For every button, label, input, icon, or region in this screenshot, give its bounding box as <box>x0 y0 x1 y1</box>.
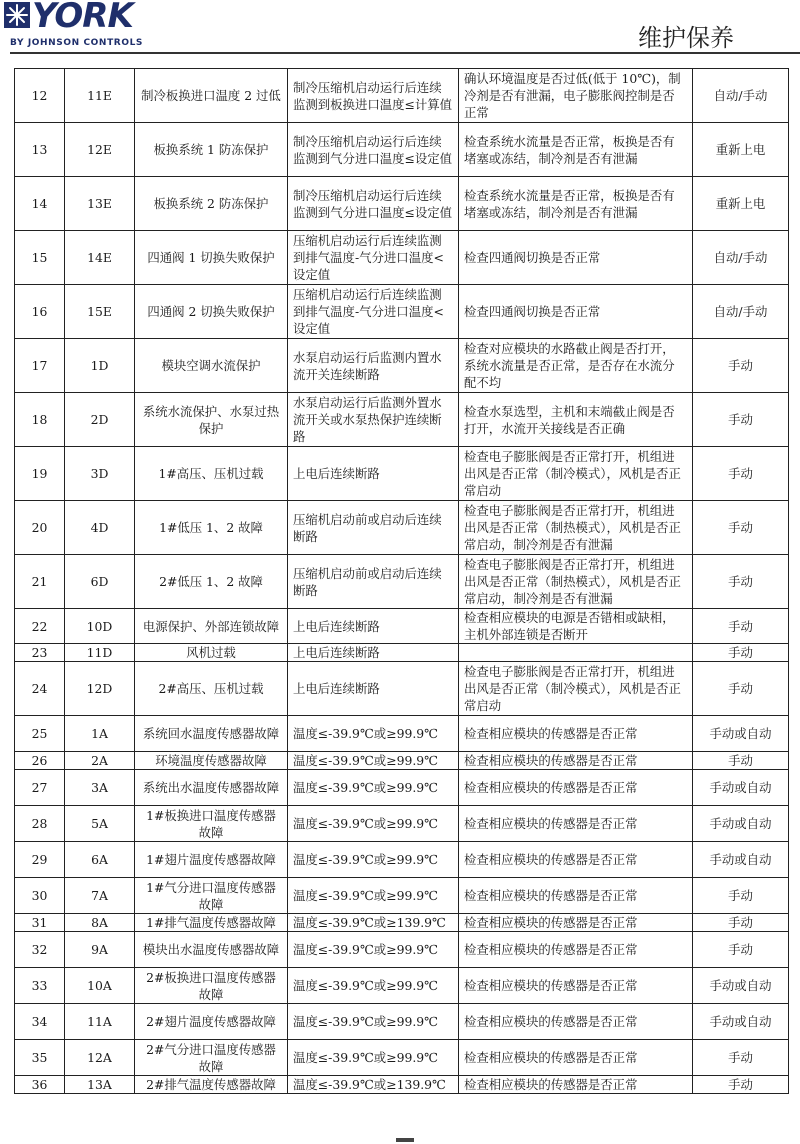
trigger-condition: 上电后连续断路 <box>288 447 459 501</box>
fault-name: 制冷板换进口温度 2 过低 <box>135 69 288 123</box>
table-row <box>15 914 789 932</box>
brand-subtitle: BY JOHNSON CONTROLS <box>10 38 144 48</box>
trigger-condition: 温度≤-39.9℃或≥99.9℃ <box>288 806 459 842</box>
fault-code: 8A <box>65 914 135 932</box>
table-row <box>15 662 789 716</box>
fault-code: 10A <box>65 968 135 1004</box>
fault-code-table <box>14 68 789 1094</box>
row-number: 32 <box>15 932 65 968</box>
fault-code: 2D <box>65 393 135 447</box>
reset-action: 手动或自动 <box>693 716 789 752</box>
header-divider <box>10 52 800 54</box>
row-number: 35 <box>15 1040 65 1076</box>
check-method: 检查相应模块的传感器是否正常 <box>459 806 693 842</box>
fault-name: 系统水流保护、水泵过热保护 <box>135 393 288 447</box>
trigger-condition: 温度≤-39.9℃或≥99.9℃ <box>288 770 459 806</box>
fault-code: 5A <box>65 806 135 842</box>
row-number: 12 <box>15 69 65 123</box>
fault-name: 板换系统 2 防冻保护 <box>135 177 288 231</box>
york-logo <box>4 2 204 48</box>
row-number: 34 <box>15 1004 65 1040</box>
table-row <box>15 555 789 609</box>
table-row <box>15 770 789 806</box>
fault-code: 11D <box>65 644 135 662</box>
fault-code: 15E <box>65 285 135 339</box>
table-row <box>15 806 789 842</box>
fault-name: 2#低压 1、2 故障 <box>135 555 288 609</box>
reset-action: 自动/手动 <box>693 231 789 285</box>
trigger-condition: 水泵启动运行后监测内置水流开关连续断路 <box>288 339 459 393</box>
check-method: 检查系统水流量是否正常，板换是否有堵塞或冻结，制冷剂是否有泄漏 <box>459 123 693 177</box>
reset-action: 手动 <box>693 393 789 447</box>
fault-code: 4D <box>65 501 135 555</box>
trigger-condition: 温度≤-39.9℃或≥139.9℃ <box>288 1076 459 1094</box>
row-number: 20 <box>15 501 65 555</box>
table-row <box>15 447 789 501</box>
row-number: 14 <box>15 177 65 231</box>
table-row <box>15 339 789 393</box>
table-row <box>15 752 789 770</box>
fault-code: 13E <box>65 177 135 231</box>
trigger-condition: 温度≤-39.9℃或≥139.9℃ <box>288 914 459 932</box>
table-row <box>15 69 789 123</box>
fault-name: 2#排气温度传感器故障 <box>135 1076 288 1094</box>
trigger-condition: 温度≤-39.9℃或≥99.9℃ <box>288 716 459 752</box>
reset-action: 手动 <box>693 878 789 914</box>
page-number-fragment <box>396 1138 414 1142</box>
fault-name: 电源保护、外部连锁故障 <box>135 609 288 644</box>
reset-action: 手动 <box>693 447 789 501</box>
row-number: 23 <box>15 644 65 662</box>
table-row <box>15 1076 789 1094</box>
trigger-condition: 温度≤-39.9℃或≥99.9℃ <box>288 1040 459 1076</box>
table-row <box>15 231 789 285</box>
fault-name: 1#翅片温度传感器故障 <box>135 842 288 878</box>
reset-action: 手动 <box>693 501 789 555</box>
row-number: 18 <box>15 393 65 447</box>
check-method: 检查相应模块的传感器是否正常 <box>459 932 693 968</box>
fault-code: 1A <box>65 716 135 752</box>
reset-action: 手动 <box>693 555 789 609</box>
check-method: 检查相应模块的电源是否错相或缺相，主机外部连锁是否断开 <box>459 609 693 644</box>
reset-action: 手动 <box>693 1076 789 1094</box>
fault-name: 1#板换进口温度传感器故障 <box>135 806 288 842</box>
check-method: 检查相应模块的传感器是否正常 <box>459 752 693 770</box>
trigger-condition: 制冷压缩机启动运行后连续监测到气分进口温度≤设定值 <box>288 123 459 177</box>
fault-name: 四通阀 2 切换失败保护 <box>135 285 288 339</box>
table-row <box>15 393 789 447</box>
trigger-condition: 温度≤-39.9℃或≥99.9℃ <box>288 752 459 770</box>
check-method: 确认环境温度是否过低(低于 10℃)，制冷剂是否有泄漏，电子膨胀阀控制是否正常 <box>459 69 693 123</box>
fault-name: 1#高压、压机过载 <box>135 447 288 501</box>
fault-code: 7A <box>65 878 135 914</box>
trigger-condition: 上电后连续断路 <box>288 609 459 644</box>
row-number: 29 <box>15 842 65 878</box>
table-row <box>15 842 789 878</box>
table-row <box>15 177 789 231</box>
fault-name: 2#气分进口温度传感器故障 <box>135 1040 288 1076</box>
trigger-condition: 压缩机启动运行后连续监测到排气温度-气分进口温度<设定值 <box>288 231 459 285</box>
check-method: 检查相应模块的传感器是否正常 <box>459 914 693 932</box>
fault-name: 1#低压 1、2 故障 <box>135 501 288 555</box>
fault-name: 2#高压、压机过载 <box>135 662 288 716</box>
fault-code: 11E <box>65 69 135 123</box>
check-method: 检查水泵选型，主机和末端截止阀是否打开，水流开关接线是否正确 <box>459 393 693 447</box>
table-row <box>15 644 789 662</box>
trigger-condition: 温度≤-39.9℃或≥99.9℃ <box>288 878 459 914</box>
fault-name: 环境温度传感器故障 <box>135 752 288 770</box>
check-method: 检查四通阀切换是否正常 <box>459 285 693 339</box>
reset-action: 手动或自动 <box>693 1004 789 1040</box>
trigger-condition: 制冷压缩机启动运行后连续监测到板换进口温度≤计算值 <box>288 69 459 123</box>
reset-action: 手动 <box>693 662 789 716</box>
check-method <box>459 644 693 662</box>
row-number: 22 <box>15 609 65 644</box>
table-row <box>15 123 789 177</box>
reset-action: 手动 <box>693 914 789 932</box>
reset-action: 手动 <box>693 644 789 662</box>
fault-name: 1#排气温度传感器故障 <box>135 914 288 932</box>
table-row <box>15 968 789 1004</box>
reset-action: 手动或自动 <box>693 842 789 878</box>
fault-name: 2#板换进口温度传感器故障 <box>135 968 288 1004</box>
table-row <box>15 501 789 555</box>
row-number: 25 <box>15 716 65 752</box>
trigger-condition: 温度≤-39.9℃或≥99.9℃ <box>288 842 459 878</box>
fault-code: 6A <box>65 842 135 878</box>
check-method: 检查相应模块的传感器是否正常 <box>459 968 693 1004</box>
row-number: 15 <box>15 231 65 285</box>
reset-action: 手动 <box>693 339 789 393</box>
fault-code: 14E <box>65 231 135 285</box>
check-method: 检查相应模块的传感器是否正常 <box>459 1040 693 1076</box>
trigger-condition: 上电后连续断路 <box>288 662 459 716</box>
reset-action: 手动或自动 <box>693 968 789 1004</box>
trigger-condition: 温度≤-39.9℃或≥99.9℃ <box>288 932 459 968</box>
check-method: 检查相应模块的传感器是否正常 <box>459 842 693 878</box>
reset-action: 手动或自动 <box>693 770 789 806</box>
row-number: 21 <box>15 555 65 609</box>
reset-action: 重新上电 <box>693 177 789 231</box>
row-number: 16 <box>15 285 65 339</box>
trigger-condition: 制冷压缩机启动运行后连续监测到气分进口温度≤设定值 <box>288 177 459 231</box>
row-number: 19 <box>15 447 65 501</box>
check-method: 检查电子膨胀阀是否正常打开，机组进出风是否正常（制冷模式），风机是否正常启动 <box>459 662 693 716</box>
fault-name: 系统出水温度传感器故障 <box>135 770 288 806</box>
fault-name: 系统回水温度传感器故障 <box>135 716 288 752</box>
fault-name: 模块空调水流保护 <box>135 339 288 393</box>
row-number: 17 <box>15 339 65 393</box>
trigger-condition: 上电后连续断路 <box>288 644 459 662</box>
fault-code: 10D <box>65 609 135 644</box>
reset-action: 手动 <box>693 932 789 968</box>
row-number: 28 <box>15 806 65 842</box>
brand-name: YORK <box>32 0 133 36</box>
fault-code: 6D <box>65 555 135 609</box>
fault-code: 3A <box>65 770 135 806</box>
check-method: 检查相应模块的传感器是否正常 <box>459 716 693 752</box>
table-row <box>15 1004 789 1040</box>
fault-name: 2#翅片温度传感器故障 <box>135 1004 288 1040</box>
table-row <box>15 1040 789 1076</box>
reset-action: 手动 <box>693 752 789 770</box>
fault-code: 12D <box>65 662 135 716</box>
section-title: 维护保养 <box>638 24 734 52</box>
snowflake-icon <box>4 2 30 28</box>
row-number: 26 <box>15 752 65 770</box>
check-method: 检查电子膨胀阀是否正常打开，机组进出风是否正常（制冷模式），风机是否正常启动 <box>459 447 693 501</box>
check-method: 检查电子膨胀阀是否正常打开，机组进出风是否正常（制热模式），风机是否正常启动，制冷剂是否有泄漏 <box>459 501 693 555</box>
row-number: 31 <box>15 914 65 932</box>
check-method: 检查四通阀切换是否正常 <box>459 231 693 285</box>
row-number: 27 <box>15 770 65 806</box>
row-number: 13 <box>15 123 65 177</box>
table-row <box>15 878 789 914</box>
fault-name: 模块出水温度传感器故障 <box>135 932 288 968</box>
reset-action: 手动 <box>693 1040 789 1076</box>
page-header <box>0 0 800 56</box>
check-method: 检查对应模块的水路截止阀是否打开，系统水流量是否正常，是否存在水流分配不均 <box>459 339 693 393</box>
reset-action: 自动/手动 <box>693 69 789 123</box>
trigger-condition: 温度≤-39.9℃或≥99.9℃ <box>288 968 459 1004</box>
fault-name: 板换系统 1 防冻保护 <box>135 123 288 177</box>
fault-name: 1#气分进口温度传感器故障 <box>135 878 288 914</box>
reset-action: 手动或自动 <box>693 806 789 842</box>
check-method: 检查电子膨胀阀是否正常打开，机组进出风是否正常（制热模式），风机是否正常启动，制冷剂是否有泄漏 <box>459 555 693 609</box>
trigger-condition: 压缩机启动运行后连续监测到排气温度-气分进口温度<设定值 <box>288 285 459 339</box>
fault-name: 四通阀 1 切换失败保护 <box>135 231 288 285</box>
table-row <box>15 285 789 339</box>
check-method: 检查相应模块的传感器是否正常 <box>459 1004 693 1040</box>
fault-code: 2A <box>65 752 135 770</box>
reset-action: 自动/手动 <box>693 285 789 339</box>
check-method: 检查相应模块的传感器是否正常 <box>459 770 693 806</box>
trigger-condition: 压缩机启动前或启动后连续断路 <box>288 501 459 555</box>
reset-action: 手动 <box>693 609 789 644</box>
trigger-condition: 水泵启动运行后监测外置水流开关或水泵热保护连续断路 <box>288 393 459 447</box>
trigger-condition: 温度≤-39.9℃或≥99.9℃ <box>288 1004 459 1040</box>
trigger-condition: 压缩机启动前或启动后连续断路 <box>288 555 459 609</box>
row-number: 36 <box>15 1076 65 1094</box>
row-number: 33 <box>15 968 65 1004</box>
check-method: 检查相应模块的传感器是否正常 <box>459 1076 693 1094</box>
fault-code: 9A <box>65 932 135 968</box>
fault-code: 1D <box>65 339 135 393</box>
fault-code: 13A <box>65 1076 135 1094</box>
fault-code: 11A <box>65 1004 135 1040</box>
row-number: 24 <box>15 662 65 716</box>
fault-code: 12A <box>65 1040 135 1076</box>
check-method: 检查系统水流量是否正常，板换是否有堵塞或冻结，制冷剂是否有泄漏 <box>459 177 693 231</box>
table-row <box>15 716 789 752</box>
row-number: 30 <box>15 878 65 914</box>
fault-code: 12E <box>65 123 135 177</box>
table-row <box>15 609 789 644</box>
fault-name: 风机过载 <box>135 644 288 662</box>
check-method: 检查相应模块的传感器是否正常 <box>459 878 693 914</box>
table-row <box>15 932 789 968</box>
reset-action: 重新上电 <box>693 123 789 177</box>
fault-code: 3D <box>65 447 135 501</box>
